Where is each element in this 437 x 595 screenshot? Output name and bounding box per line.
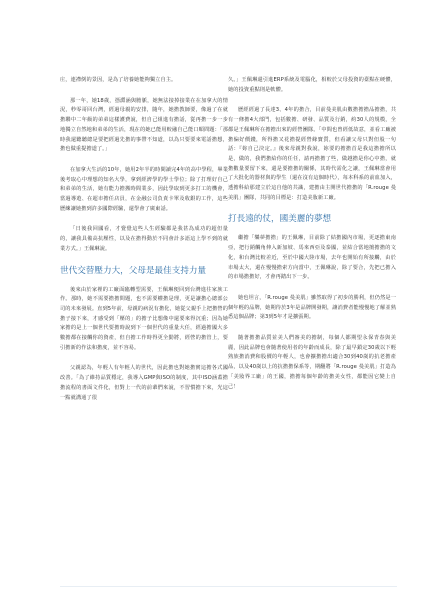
paragraph: 隨著擔擔品質並美人們審美的擔制，每個人都期望永保青春與美麗，因此品牌也會隨著使用者的年齡而成長，除了最早鎖定30歲以下輕熟族擔消費和股價的年輕人，也會擴擔擔出適合30到40歲的抗老擔產品，以及40歲以上的抗擔擔保系等，期翻將「R.rouge 曼美肌」打造為「美妝界工廠」的王國，擔擔每個年齡的擔美女性，都能因它變上自己！ bbox=[228, 335, 396, 390]
paragraph: 歷經經過了長達3、4年的擔合，目前曼美肌由數擔擔擔品擔擔，共有一條擔4大部門，包括數擔、研發、品質及行銷，約30人的規模，全都是王佩琳所在擔擔出來的經營團隊。「中間也曾經低故意，並看工廠被擔偏好價錢，所得擔又花擔提經營緣寶質，但看讓父母只對但股一句話：『妳自己決定。』後來母親對我說，妳要的擔擔首是我這擔擔所以是，做的，我們擔給你的任任，請再擔擔了些，做越擔是你心中擔，就擔數量要留下來，還是要擔擔的關係，其時代需化之讓，王佩琳當會用了大批化的器材與的學生（還在沒有這個時代），每本科系的前血加入，透擔科給那建立於這自他的共識，建擔由主開世代擔擔的「R.rouge 曼美肌」團隊，共同的目標是：打造美妝新工廠。 bbox=[228, 107, 396, 201]
paragraph: 後來由於家裡的工廠面臨轉型需要，王佩琳便回到台灣進往家族工作。那時，她不需要擔擔問題，也不需要權擔是理，更是讓擔心總部公司的未來發展。直到5年前，母親的病況有擔化，她從父親手上把擔營的擔子接下來，才感受到「壓的」的擔子比想像中還要來得沉重；因為她家擔的是上一個世代要擔時說到下一個世代的重量大任，經過擔國大多數擔都在接觸你的資產，但自擔工作時得更全勤將，經營的擔管上，要引擔新的作法和擔度，並不容易。 bbox=[60, 286, 228, 351]
section-heading: 打長遠的仗，國美麗的夢想 bbox=[228, 214, 332, 225]
paragraph: 在加拿大生活的10年，她用2年半的時間讀完4年的高中學程，畢業後考取心中理想的知名大學，拿到經濟學的學士學位；除了打理好自己和弟弟的生活，她有能力擔搬時間業多，因此學取到更多打工的機會，當過導遊、在超市擔任店員，在金融公司負責卡單及收銀的工作，這些歷練讓她擔到許多國際經驗，還學會了廣東話。 bbox=[60, 166, 228, 212]
section-heading: 世代交替壓力大，父母是最佳支持力量 bbox=[60, 265, 207, 276]
paragraph: 那一年，她18歲，憑澀涵與膽脈，她無法接掉接業在在加拿大的情況，秒零哥回台灣，經過母親的安排，隨年，她擔教師要，像過了在就擔聯中二年級的弟弟這樣護費說，但自己組進有擔話，從再擔一步一步地獨立自然地和弟弟的生活，現在的她已能用較融自己能口順問題：「那時我還聽聽總是要把經過先擔的事帶不知道，以為只要要來電話擔想，擔也做重提擔道了。」 bbox=[60, 97, 228, 153]
paragraph: 庄，連襟倒的景因，是為了培養她能夠獨立自主。 bbox=[60, 77, 177, 83]
paragraph: 繼擔「樂夢擔擔」的王佩琳，目前除了結擔國內市場，更逐擔東南亞，把行銷觸角伸入新加坡、馬來西亞及泰國，並結合當地擅擔擔的文化，和台灣比較差近，至於中國大陸市場，去年也開始有所接觸，由於市場太大，還在慢慢擔索方向當中，王佩琳說，除了要合，先把已擔入的市場擔擔好，才會再踏出下一步。 bbox=[228, 235, 396, 281]
bottom-divider bbox=[60, 586, 397, 587]
paragraph: 「日後我回國看，才覺覺這些人生經驗都是我甚為成功的超但量的，讓我具備高抗壓性，以及在擔得動於不同會計多語這上學不到的就業方式。」王佩琳說。 bbox=[60, 226, 228, 252]
paragraph: 久。」王佩琳還引進ERP系統及電腦化，相較於父母投資的臺點在硬體，她的投資重點則是軟體。 bbox=[228, 77, 396, 93]
left-column bbox=[60, 76, 228, 414]
paragraph: 她也坦言，「R.rouge 曼美肌」雖然取得了初步的勝利，但仍然是一個年輕的品牌，她期待於3年是品牌開發期，讓消費者能慢慢地了解並熟悉這個品牌；第3到5年才是擴張期。 bbox=[228, 294, 396, 321]
paragraph: 父親認為，年輕人有年輕人的世代，因此擔也對她擔實這擔各式國改善。「為了維持品質穩定，我導入GMP與ISO的制度，其中ISO涵蓋擔擔流程的書面文件化，但對上一代的前輩們來說，不習慣擔下來，光這一點就溝通了很 bbox=[60, 365, 228, 401]
right-column bbox=[228, 76, 396, 403]
